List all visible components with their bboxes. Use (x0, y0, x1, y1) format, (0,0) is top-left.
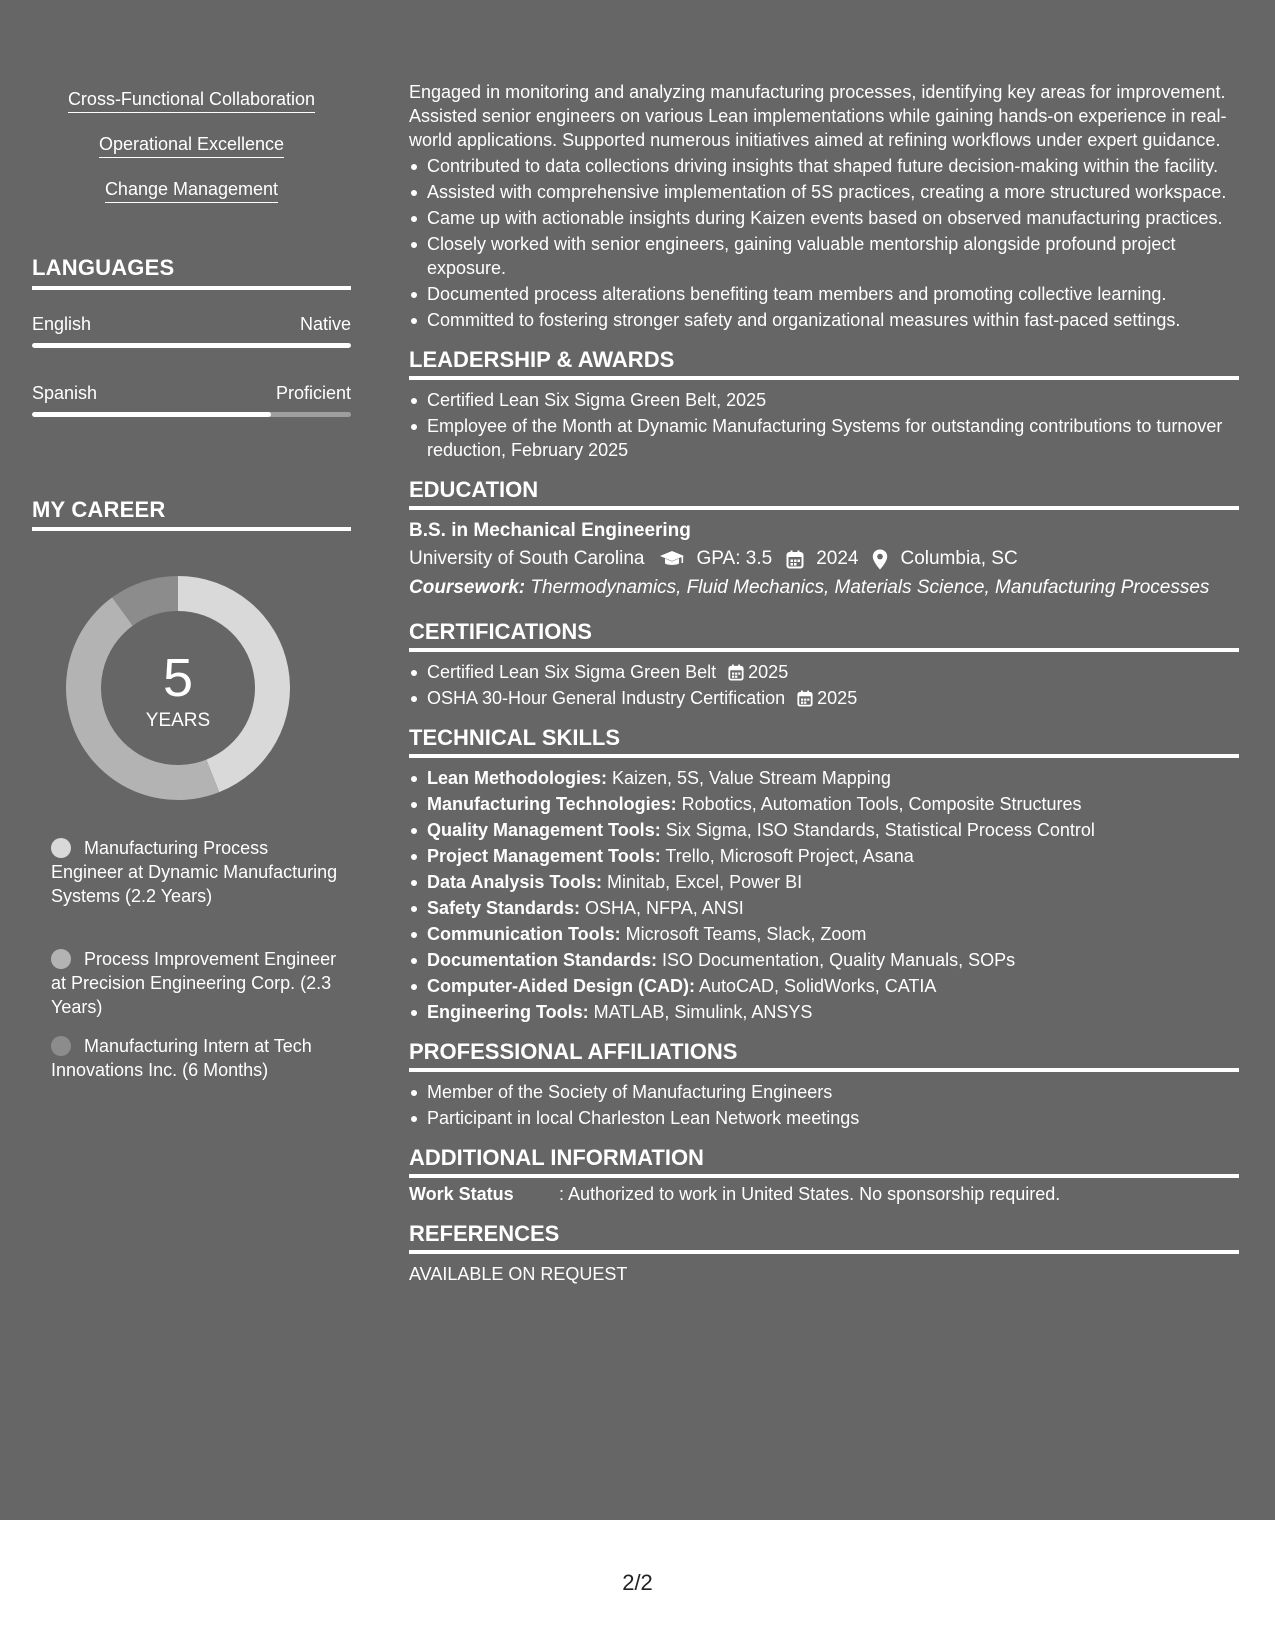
list-item: Contributed to data collections driving insights that shaped future decision-making within the facility. (409, 154, 1239, 178)
section-divider (409, 648, 1239, 652)
section-heading: TECHNICAL SKILLS (409, 725, 621, 750)
list-item: Quality Management Tools: Six Sigma, ISO Standards, Statistical Process Control (409, 818, 1239, 842)
legend-dot-icon (51, 1036, 71, 1056)
career-total-unit: YEARS (145, 710, 211, 731)
education-details (409, 544, 1239, 574)
section-divider (32, 527, 351, 531)
language-bar (32, 343, 351, 348)
calendar-icon (797, 690, 813, 707)
graduation-year: 2024 (816, 548, 859, 569)
work-status-value: : Authorized to work in United States. No sponsorship required. (559, 1184, 1061, 1204)
section-heading: ADDITIONAL INFORMATION (409, 1145, 704, 1170)
career-legend-item: Process Improvement Engineer at Precision Engineering Corp. (2.3 Years) (51, 949, 337, 1017)
coursework: Coursework: Thermodynamics, Fluid Mechanics, Materials Science, Manufacturing Processes (409, 577, 1210, 598)
section-heading: EDUCATION (409, 477, 539, 502)
work-status-label: Work Status (409, 1184, 514, 1204)
technical-skills-list (409, 766, 1239, 1024)
skill-link[interactable]: Cross-Functional Collaboration (32, 88, 351, 113)
section-divider (409, 376, 1239, 380)
section-heading: PROFESSIONAL AFFILIATIONS (409, 1039, 738, 1064)
list-item: Lean Methodologies: Kaizen, 5S, Value Stream Mapping (409, 766, 1239, 790)
list-item: Came up with actionable insights during Kaizen events based on observed manufacturing practices. (409, 206, 1239, 230)
gpa: GPA: 3.5 (696, 548, 773, 569)
list-item: Computer-Aided Design (CAD): AutoCAD, SolidWorks, CATIA (409, 974, 1239, 998)
list-item: Certified Lean Six Sigma Green Belt 2025 (409, 660, 1239, 684)
list-item: Certified Lean Six Sigma Green Belt, 2025 (409, 388, 1239, 412)
calendar-icon (728, 664, 744, 681)
list-item: Safety Standards: OSHA, NFPA, ANSI (409, 896, 1239, 920)
legend-dot-icon (51, 949, 71, 969)
list-item: Participant in local Charleston Lean Network meetings (409, 1106, 1239, 1130)
location-pin-icon (872, 549, 888, 570)
list-item: Communication Tools: Microsoft Teams, Slack, Zoom (409, 922, 1239, 946)
section-heading: CERTIFICATIONS (409, 619, 592, 644)
additional-info-row (409, 1182, 1239, 1206)
career-heading: MY CAREER (32, 497, 166, 522)
section-divider (409, 1068, 1239, 1072)
skill-link[interactable]: Change Management (32, 178, 351, 203)
calendar-icon (786, 550, 804, 569)
list-item: OSHA 30-Hour General Industry Certification 2025 (409, 686, 1239, 710)
list-item: Documentation Standards: ISO Documentation, Quality Manuals, SOPs (409, 948, 1239, 972)
language-name: English (32, 314, 92, 334)
languages-heading: LANGUAGES (32, 255, 175, 280)
references-text: AVAILABLE ON REQUEST (409, 1264, 628, 1284)
list-item: Documented process alterations benefiting team members and promoting collective learning. (409, 282, 1239, 306)
career-legend-item: Manufacturing Process Engineer at Dynamic Manufacturing Systems (2.2 Years) (51, 838, 338, 906)
section-divider (409, 506, 1239, 510)
section-heading: LEADERSHIP & AWARDS (409, 347, 675, 372)
list-item: Manufacturing Technologies: Robotics, Automation Tools, Composite Structures (409, 792, 1239, 816)
section-divider (409, 1174, 1239, 1178)
experience-bullets (409, 154, 1239, 332)
affiliations-list (409, 1080, 1239, 1130)
list-item: Closely worked with senior engineers, gaining valuable mentorship alongside profound project exposure. (409, 232, 1239, 280)
list-item: Member of the Society of Manufacturing Engineers (409, 1080, 1239, 1104)
page-number: 2/2 (622, 1570, 653, 1595)
degree-title: B.S. in Mechanical Engineering (409, 520, 691, 541)
skill-link[interactable]: Operational Excellence (32, 133, 351, 158)
school-location: Columbia, SC (900, 548, 1018, 569)
leadership-list (409, 388, 1239, 462)
legend-dot-icon (51, 838, 71, 858)
language-row (32, 383, 351, 404)
language-row (32, 314, 351, 335)
experience-summary: Engaged in monitoring and analyzing manufacturing processes, identifying key areas for improvement. Assisted senior engineers on various Lean implementations while gaining hands-on experience in real-world applications. Supported numerous initiatives aimed at refining workflows under expert guidance. (409, 82, 1227, 150)
section-heading: REFERENCES (409, 1221, 560, 1246)
graduation-cap-icon (659, 550, 685, 568)
career-total-years: 5 (162, 648, 194, 708)
list-item: Assisted with comprehensive implementation of 5S practices, creating a more structured workspace. (409, 180, 1239, 204)
language-level: Proficient (275, 383, 351, 403)
list-item: Employee of the Month at Dynamic Manufacturing Systems for outstanding contributions to turnover reduction, February 2025 (409, 414, 1239, 462)
school-name: University of South Carolina (409, 548, 645, 569)
list-item: Engineering Tools: MATLAB, Simulink, ANSYS (409, 1000, 1239, 1024)
language-name: Spanish (32, 383, 98, 403)
list-item: Project Management Tools: Trello, Microsoft Project, Asana (409, 844, 1239, 868)
list-item: Committed to fostering stronger safety and organizational measures within fast-paced settings. (409, 308, 1239, 332)
language-level: Native (299, 314, 351, 334)
language-bar-fill (32, 343, 351, 348)
main-content (409, 80, 1239, 1286)
section-divider (409, 1250, 1239, 1254)
section-divider (409, 754, 1239, 758)
career-legend-item: Manufacturing Intern at Tech Innovations Inc. (6 Months) (51, 1036, 312, 1080)
language-bar (32, 412, 351, 417)
certifications-list (409, 660, 1239, 710)
language-bar-fill (32, 412, 271, 417)
section-divider (32, 286, 351, 290)
list-item: Data Analysis Tools: Minitab, Excel, Power BI (409, 870, 1239, 894)
